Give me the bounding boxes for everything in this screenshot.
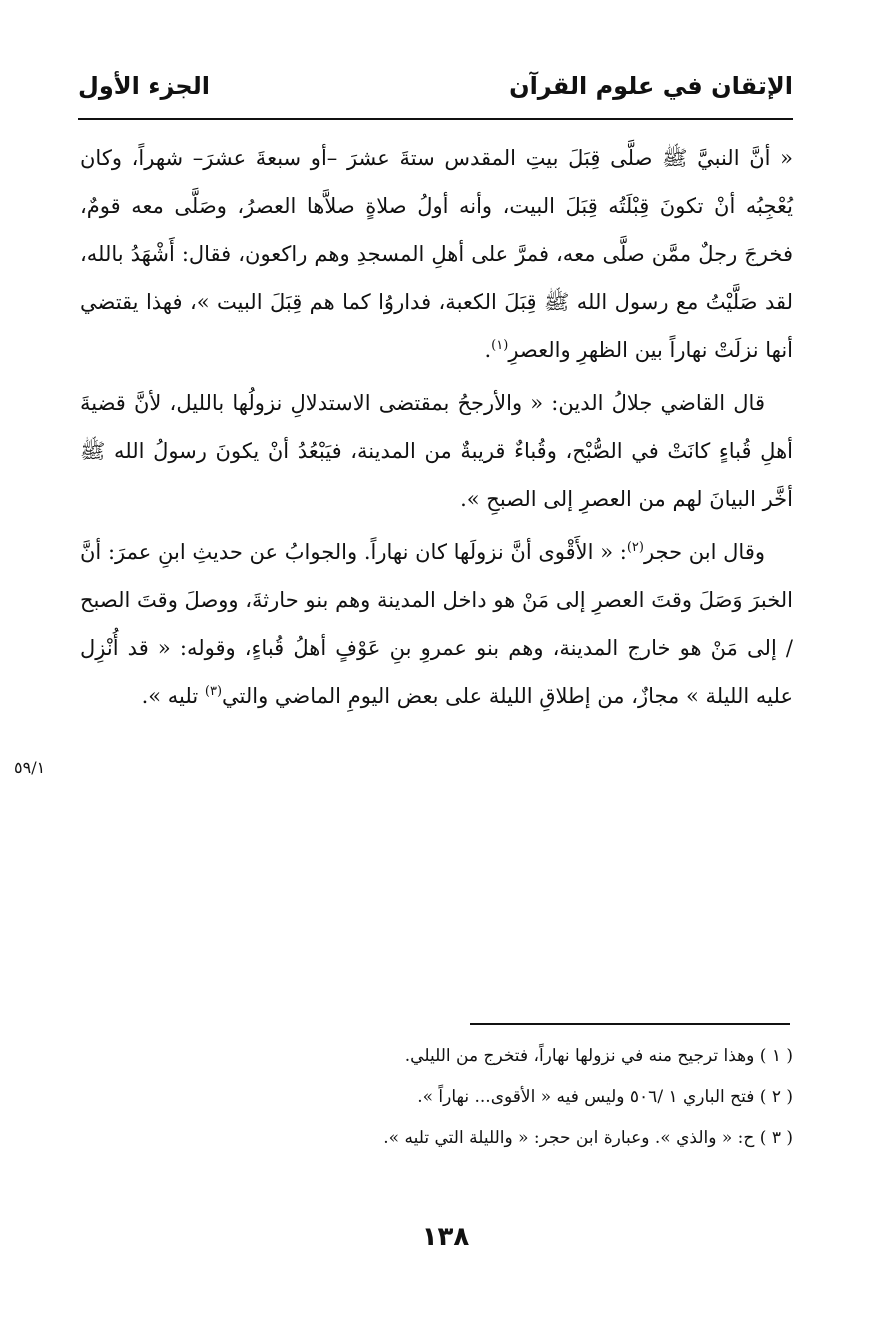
footnote-ref-1[interactable]: (١) <box>491 338 509 353</box>
margin-page-reference: ٥٩/١ <box>14 758 46 777</box>
footnote-2: ( ٢ ) فتح الباري ١ /٥٠٦ وليس فيه « الأقوى... نهاراً ». <box>417 1087 793 1107</box>
main-text <box>80 134 793 725</box>
header-divider <box>78 118 793 120</box>
running-header <box>78 72 793 112</box>
footnote-ref-2[interactable]: (٢) <box>626 540 644 555</box>
paragraph-3 <box>80 528 793 720</box>
footnote-divider <box>470 1023 790 1025</box>
footnote-ref-3[interactable]: (٣) <box>204 684 223 699</box>
paragraph-1-text: « أنَّ النبيَّ ﷺ صلَّى قِبَلَ بيتِ المقدس ستةَ عشرَ –أو سبعةَ عشرَ– شهراً، وكان يُعْجِبُه أنْ تكونَ قِبْلَتُه قِبَلَ البيت، وأنه أولُ صلاةٍ صلاَّها العصرُ، وصَلَّى معه قومٌ، فخرجَ رجلٌ ممَّن صلَّى معه، فمرَّ على أهلِ المسجدِ وهم راكعون، فقال: أَشْهَدُ بالله، لقد صَلَّيْتُ مع رسول الله ﷺ قِبَلَ الكعبة، فداروُا كما هم قِبَلَ البيت »، فهذا يقتضي أنها نزلَتْ نهاراً بين الظهرِ والعصرِ <box>80 146 793 362</box>
paragraph-3-end: تليه ». <box>141 684 205 708</box>
paragraph-3-text: وقال ابن حجر <box>643 540 766 564</box>
paragraph-2 <box>80 379 793 523</box>
paragraph-1 <box>80 134 793 374</box>
paragraph-1-tail: . <box>484 338 492 362</box>
paragraph-2-text: قال القاضي جلالُ الدين: « والأرجحُ بمقتضى الاستدلالِ نزولُها بالليل، لأنَّ قضيةَ أهلِ قُباءٍ كانَتْ في الصُّبْح، وقُباءٌ قريبةٌ من المدينة، فيَبْعُدُ أنْ يكونَ رسولُ الله ﷺ أخَّر البيانَ لهم من العصرِ إلى الصبحِ ». <box>80 391 793 511</box>
page-number: ١٣٨ <box>421 1222 470 1252</box>
footnote-1: ( ١ ) وهذا ترجيح منه في نزولها نهاراً، فتخرج من الليلي. <box>404 1046 793 1066</box>
footnote-3: ( ٣ ) ح: « والذي ». وعبارة ابن حجر: « والليلة التي تليه ». <box>383 1128 793 1148</box>
book-title: الإتقان في علوم القرآن <box>509 72 793 100</box>
footnotes <box>80 1036 793 1159</box>
part-title: الجزء الأول <box>78 72 210 100</box>
paragraph-3-tail: : « الأَقْوى أنَّ نزولَها كان نهاراً. والجوابُ عن حديثِ ابنِ عمرَ: أنَّ الخبرَ وَصَلَ وقتَ العصرِ إلى مَنْ هو داخل المدينة وهم بنو حارثةَ، ووصلَ وقتَ الصبح / إلى مَنْ هو خارج المدينة، وهم بنو عمروِ بنِ عَوْفٍ أهلُ قُباءٍ، وقوله: « قد أُنْزِل عليه الليلة » مجازٌ، من إطلاقِ الليلة على بعض اليومِ الماضي والتي <box>80 540 793 708</box>
